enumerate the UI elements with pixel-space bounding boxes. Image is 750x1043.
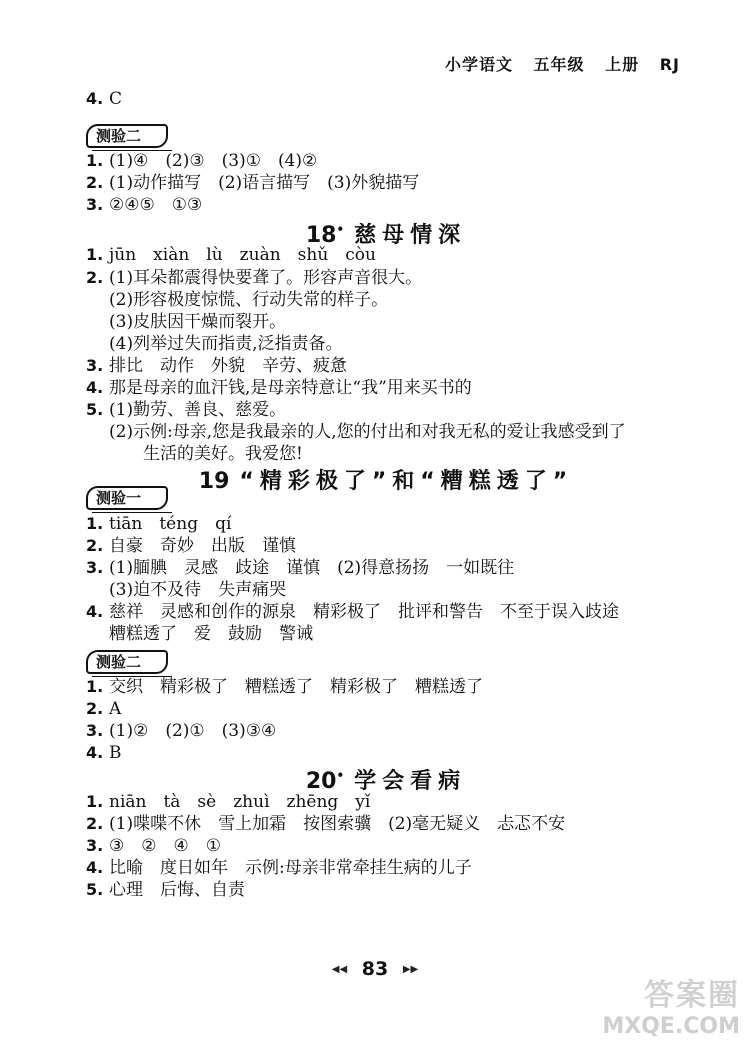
answer-text: 生活的美好。我爱您! [109,444,303,464]
answer-line [109,333,342,355]
answer-number: 1. [86,245,104,264]
answer-number: 1. [86,792,104,811]
answer-line [86,88,122,110]
answer-number: 4. [86,378,104,397]
answer-text: (3)皮肤因干燥而裂开。 [109,312,287,332]
answer-text: A [109,699,122,719]
header-grade: 五年级 [533,55,585,74]
lesson-number-text: 18 [305,223,337,248]
answer-text: (1)② (2)① (3)③④ [109,721,277,741]
header-subject: 小学语文 [444,55,513,74]
answer-text: 那是母亲的血汗钱,是母亲特意让“我”用来买书的 [109,378,472,398]
answer-line [86,835,221,857]
answer-number: 2. [86,173,104,192]
answer-text: ③ ② ④ ① [109,836,221,856]
answer-text: (1)动作描写 (2)语言描写 (3)外貌描写 [109,173,420,193]
answer-line [86,720,276,742]
answer-text: 糟糕透了 爱 鼓励 警诫 [109,624,313,644]
answer-text: (1)腼腆 灵感 歧途 谨慎 (2)得意扬扬 一如既往 [109,558,515,578]
lesson-mark: • [336,768,345,783]
lesson-title-text: 慈母情深 [354,223,467,248]
answer-text: (4)列举过失而指责,泛指责备。 [109,334,343,354]
answer-number: 4. [86,89,104,108]
answer-number: 4. [86,743,104,762]
answer-line [109,289,388,311]
answer-number: 1. [86,677,104,696]
header-edition: RJ [659,55,680,74]
answer-number: 5. [86,880,104,899]
lesson-number-text: 19 [198,469,230,494]
answer-number: 3. [86,836,104,855]
answer-text: (1)喋喋不休 雪上加霜 按图索骥 (2)毫无疑义 忐忑不安 [109,814,566,834]
answer-line [86,355,347,377]
answer-text: niān tà sè zhuì zhēng yǐ [109,792,371,812]
watermark-text: 答案圈 [644,978,740,1013]
answer-line [109,579,286,601]
answer-text: 比喻 度日如年 示例:母亲非常牵挂生病的儿子 [109,858,472,878]
answer-line [109,443,303,465]
answer-number: 5. [86,400,104,419]
answer-text: C [109,89,123,109]
answer-number: 2. [86,536,104,555]
answer-text: (1)④ (2)③ (3)① (4)② [109,151,318,171]
answer-line [86,857,472,879]
answer-text: ②④⑤ ①③ [109,195,203,215]
lesson-title-text: “精彩极了”和“糟糕透了” [239,469,574,494]
answer-number: 1. [86,514,104,533]
lesson-number [199,469,230,494]
answer-line [86,601,619,623]
answer-line [86,399,286,421]
answer-text: 慈祥 灵感和创作的源泉 精彩极了 批评和警告 不至于误入歧途 [109,602,619,622]
answer-number: 2. [86,268,104,287]
answer-line [86,172,419,194]
answer-line [86,150,317,172]
prev-arrows-icon: ◀◀ [331,964,348,975]
answer-line [86,377,472,399]
answer-line [86,698,121,720]
answer-line [109,623,313,645]
running-header [431,52,680,75]
quiz-badge: 测验二 [86,650,168,674]
answer-line [86,879,245,901]
answer-text: (3)迫不及待 失声痛哭 [109,580,287,600]
answer-text: (1)耳朵都震得快要聋了。形容声音很大。 [109,268,423,288]
lesson-number-text: 20 [305,769,337,794]
header-volume: 上册 [605,55,640,74]
answer-number: 1. [86,151,104,170]
answer-number: 3. [86,558,104,577]
answer-line [86,513,231,535]
answer-number: 3. [86,721,104,740]
answer-number: 4. [86,602,104,621]
watermark-logo [602,970,740,1039]
quiz-badge: 测验二 [86,124,168,148]
answer-number: 3. [86,356,104,375]
watermark-url: MXQE.COM [602,1014,740,1039]
answer-text: jūn xiàn lù zuàn shǔ còu [109,245,376,265]
answer-line [86,194,202,216]
answer-line [109,421,626,443]
answer-line [86,742,122,764]
next-arrows-icon: ▶▶ [402,964,419,975]
answer-line [109,311,286,333]
answer-text: (2)示例:母亲,您是我最亲的人,您的付出和对我无私的爱让我感受到了 [109,422,626,442]
answer-text: 自豪 奇妙 出版 谨慎 [109,536,296,556]
answer-line [86,244,376,266]
answer-line [86,267,422,289]
answer-line [86,676,483,698]
answer-text: 心理 后悔、自责 [109,880,245,900]
answer-line [86,557,514,579]
answer-number: 2. [86,699,104,718]
answer-number: 3. [86,195,104,214]
lesson-mark: • [336,222,345,237]
lesson-title [86,464,686,495]
answer-line [86,535,296,557]
answer-text: 交织 精彩极了 糟糕透了 精彩极了 糟糕透了 [109,677,483,697]
answer-text: 排比 动作 外貌 辛劳、疲惫 [109,356,347,376]
answer-number: 2. [86,814,104,833]
answer-text: (1)勤劳、善良、慈爱。 [109,400,287,420]
answer-line [86,791,370,813]
answer-text: B [109,743,122,763]
answer-line [86,813,565,835]
answer-number: 4. [86,858,104,877]
answer-text: tiān téng qí [109,514,232,534]
page-number: 83 [361,958,389,980]
lesson-title-text: 学会看病 [354,769,467,794]
quiz-badge: 测验一 [86,486,168,510]
answer-text: (2)形容极度惊慌、行动失常的样子。 [109,290,389,310]
